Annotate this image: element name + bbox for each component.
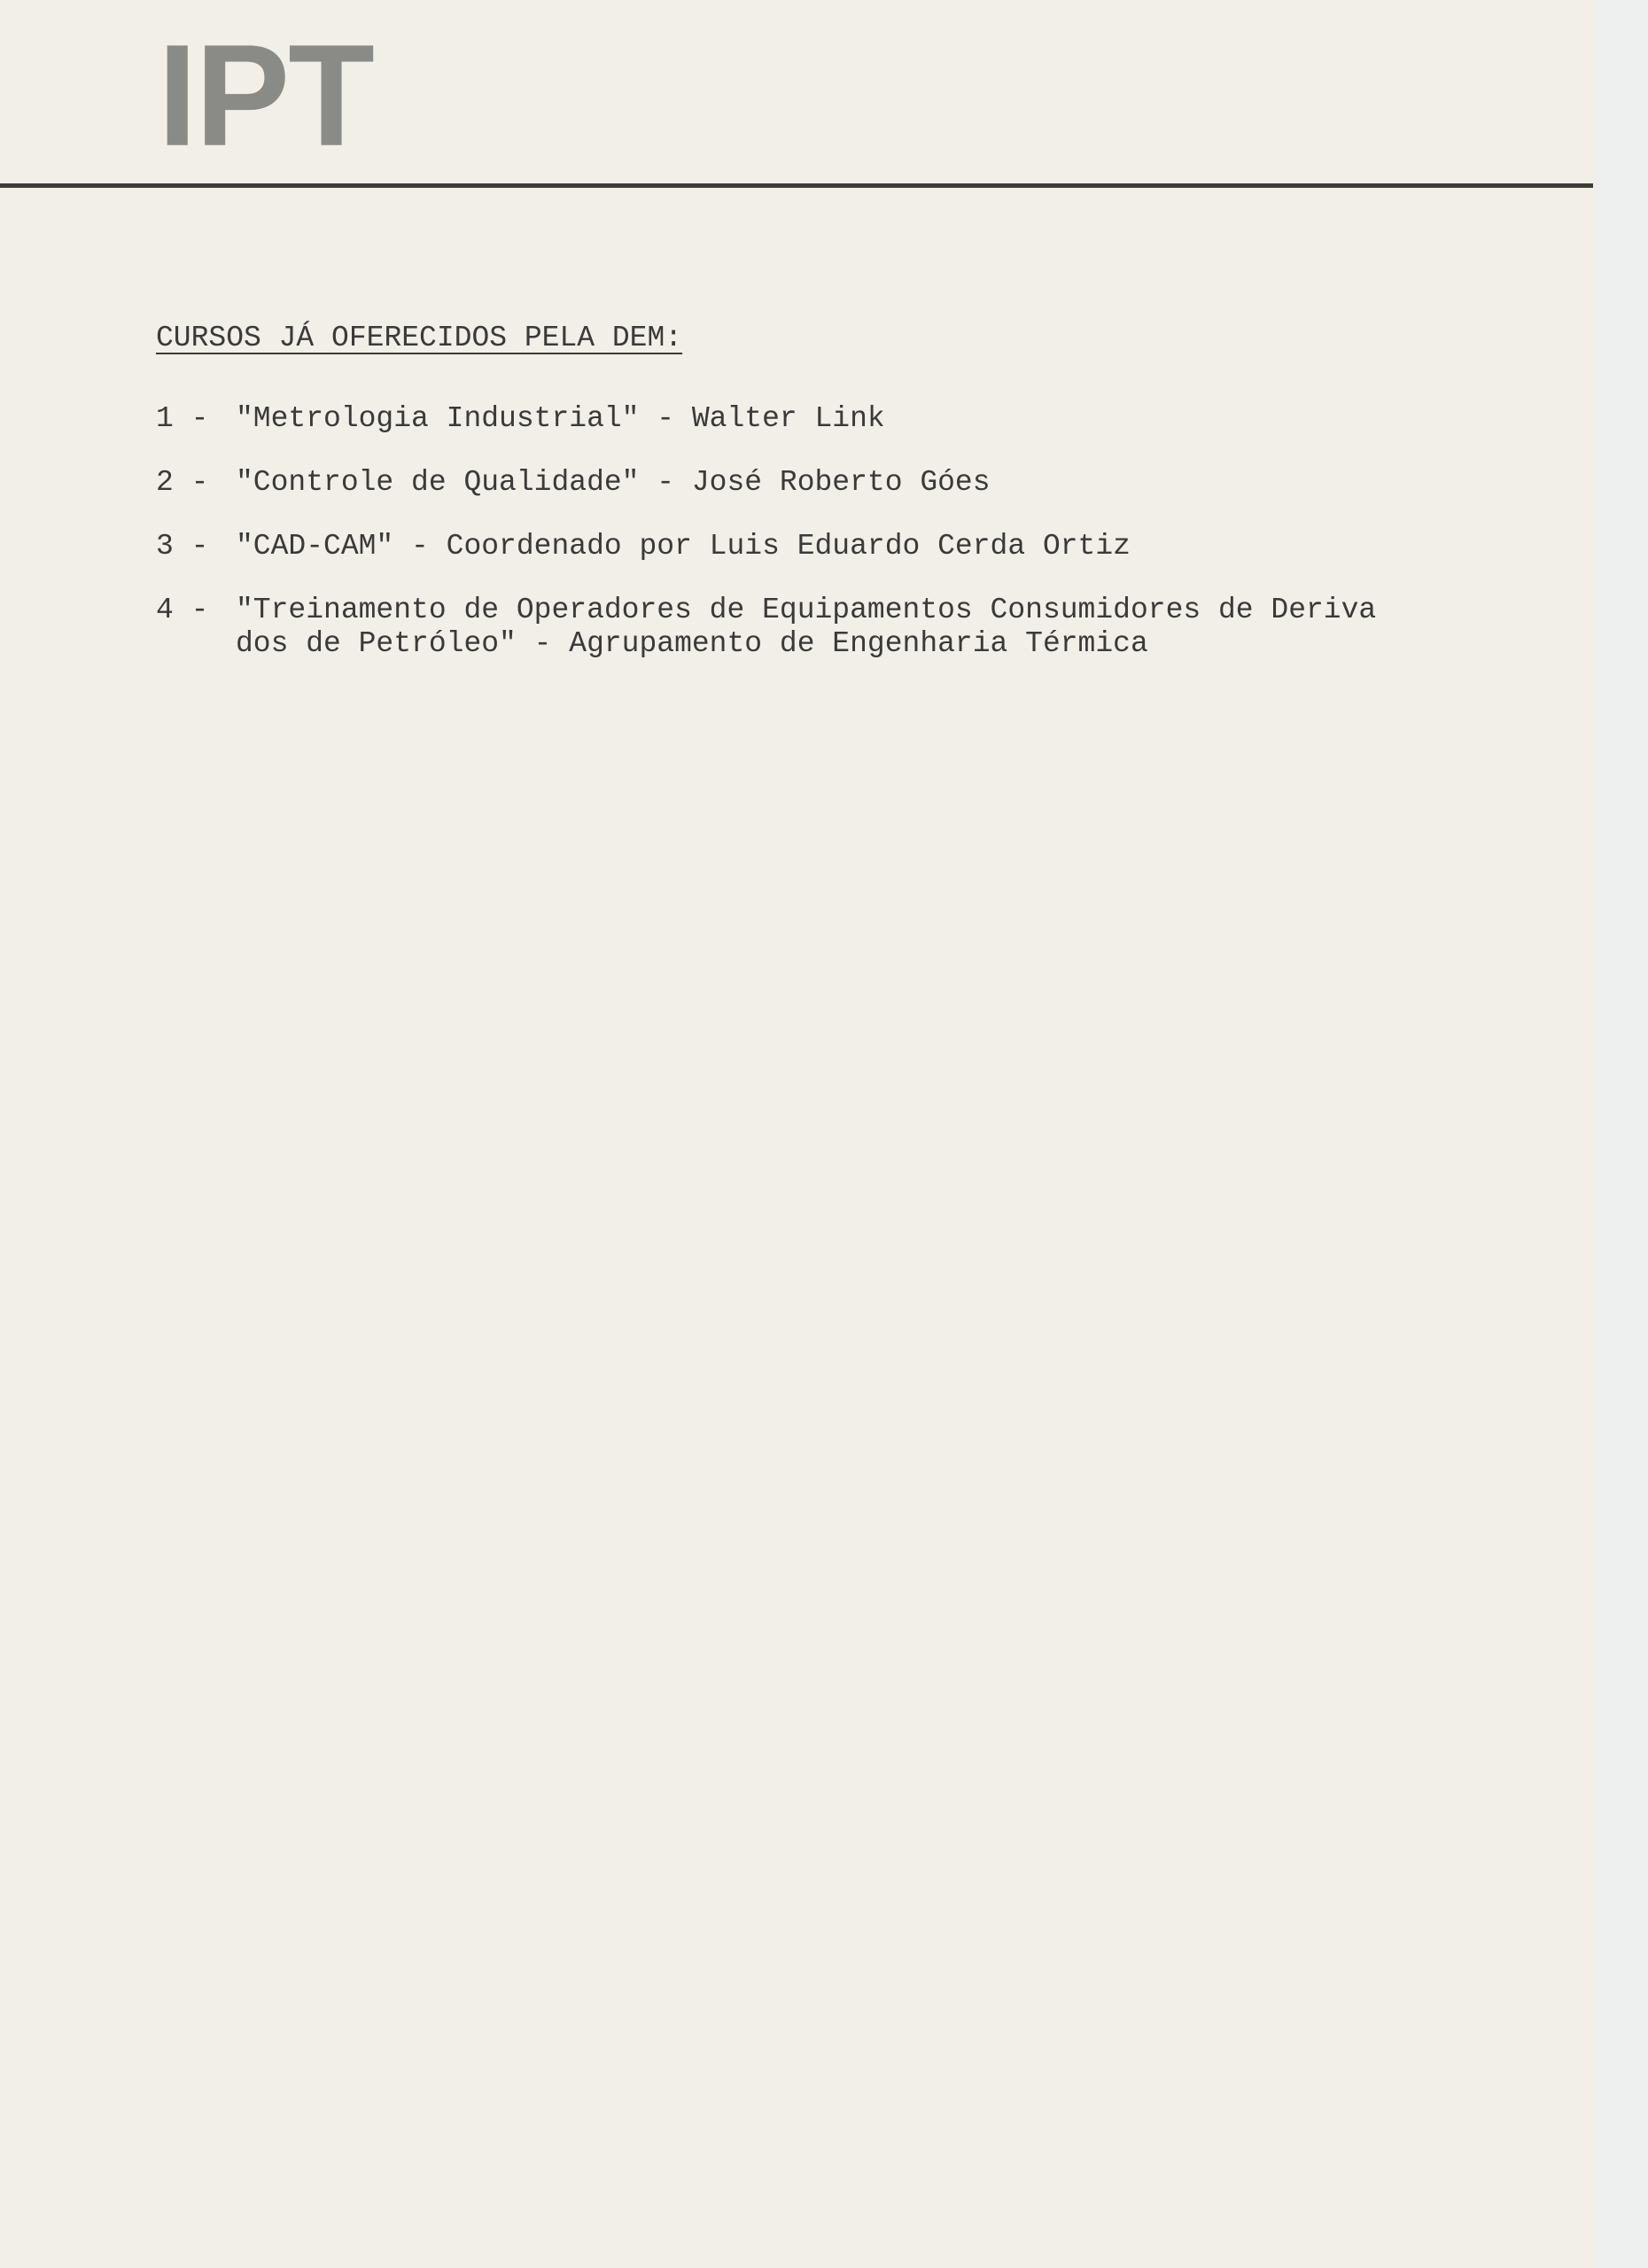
ipt-logo: IPT: [158, 13, 373, 176]
list-item: [156, 530, 1520, 563]
item-text: "Controle de Qualidade" - José Roberto Góes: [236, 465, 991, 499]
item-number: 2 -: [156, 465, 209, 499]
item-number: 4 -: [156, 593, 209, 626]
item-number: 1 -: [156, 401, 209, 435]
list-item: [156, 466, 1520, 500]
document-body: [156, 321, 1520, 691]
list-item: [156, 402, 1520, 436]
section-heading: CURSOS JÁ OFERECIDOS PELA DEM:: [156, 322, 683, 354]
item-text: "Treinamento de Operadores de Equipamentos Consumidores de Deriva dos de Petróleo" - Agrupamento de Engenharia Térmica: [236, 593, 1377, 660]
list-item: [156, 594, 1520, 661]
item-text: "Metrologia Industrial" - Walter Link: [236, 401, 885, 435]
item-number: 3 -: [156, 529, 209, 563]
scan-margin: [1597, 0, 1648, 2268]
item-text: "CAD-CAM" - Coordenado por Luis Eduardo Cerda Ortiz: [236, 529, 1131, 563]
header-divider: [0, 183, 1593, 188]
course-list: [156, 402, 1520, 661]
